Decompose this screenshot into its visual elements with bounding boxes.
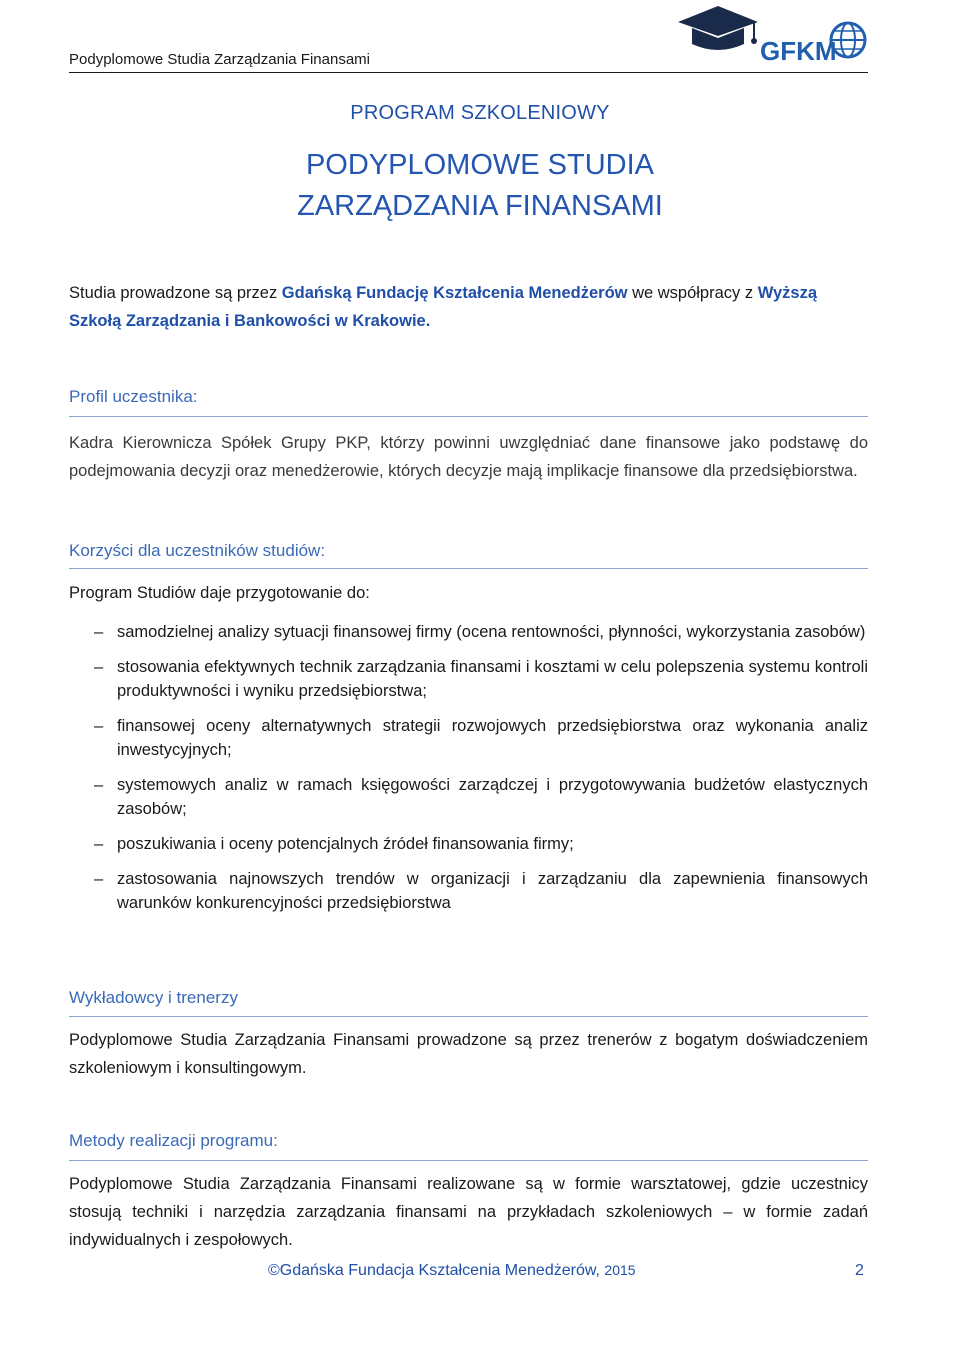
dash-bullet: – bbox=[94, 835, 104, 853]
list-item: – samodzielnej analizy sytuacji finansowej firmy (ocena rentowności, płynności, wykorzystania zasobów) bbox=[69, 620, 868, 644]
lecturers-text: Podyplomowe Studia Zarządzania Finansami prowadzone są przez trenerów z bogatym doświadczeniem szkoleniowym i konsultingowym. bbox=[69, 1031, 868, 1077]
header-divider bbox=[69, 72, 868, 73]
title-line-2: ZARZĄDZANIA FINANSAMI bbox=[297, 190, 663, 222]
lecturers-rule bbox=[69, 1016, 868, 1017]
list-item: – finansowej oceny alternatywnych strategii rozwojowych przedsiębiorstwa oraz wykonania analiz inwestycyjnych; bbox=[69, 714, 868, 762]
program-label: PROGRAM SZKOLENIOWY bbox=[350, 102, 610, 124]
methods-heading: Metody realizacji programu: bbox=[69, 1131, 278, 1150]
title-line-1: PODYPLOMOWE STUDIA bbox=[305, 149, 655, 181]
profile-heading: Profil uczestnika: bbox=[69, 387, 198, 406]
intro-paragraph bbox=[69, 279, 868, 335]
benefits-heading: Korzyści dla uczestników studiów: bbox=[69, 541, 326, 560]
list-item: – systemowych analiz w ramach księgowości zarządczej i przygotowywania budżetów elastycznych zasobów; bbox=[69, 773, 868, 821]
benefits-intro: Program Studiów daje przygotowanie do: bbox=[69, 584, 370, 602]
logo-wordmark: GFKM bbox=[760, 36, 837, 66]
partner-name: Wyższą Szkołą Zarządzania i Bankowości w Krakowie. bbox=[69, 284, 818, 330]
profile-rule bbox=[69, 416, 868, 417]
intro-text: Studia prowadzone są przez bbox=[69, 284, 282, 302]
methods-rule bbox=[69, 1160, 868, 1161]
lecturers-heading: Wykładowcy i trenerzy bbox=[69, 988, 238, 1007]
list-item: – stosowania efektywnych technik zarządzania finansami i kosztami w celu polepszenia systemu kontroli produktywności i wyniku przedsiębiorstwa; bbox=[69, 655, 868, 703]
footer-copyright: ©Gdańska Fundacja Kształcenia Menedżerów, 2015 bbox=[268, 1262, 636, 1279]
page-number: 2 bbox=[855, 1262, 864, 1279]
list-item: – zastosowania najnowszych trendów w organizacji i zarządzaniu dla zapewnienia finansowych warunków konkurencyjności przedsiębiorstwa bbox=[69, 867, 868, 915]
dash-bullet: – bbox=[94, 717, 104, 735]
dash-bullet: – bbox=[94, 870, 104, 888]
cap-top bbox=[678, 6, 758, 36]
benefits-list bbox=[69, 620, 868, 926]
methods-text: Podyplomowe Studia Zarządzania Finansami realizowane są w formie warsztatowej, gdzie uczestnicy stosują techniki i narzędzia zarządzania finansami na przykładach szkoleniowych – w formie zadań indywidualnych i zespołowych. bbox=[69, 1175, 868, 1249]
dash-bullet: – bbox=[94, 623, 104, 641]
list-item: – poszukiwania i oceny potencjalnych źródeł finansowania firmy; bbox=[69, 832, 868, 856]
organizer-name: Gdańską Fundację Kształcenia Menedżerów bbox=[281, 284, 628, 302]
dash-bullet: – bbox=[94, 658, 104, 676]
intro-text-middle: we współpracy z bbox=[627, 284, 758, 302]
profile-text: Kadra Kierownicza Spółek Grupy PKP, którzy powinni uwzględniać dane finansowe jako podstawę do podejmowania decyzji oraz menedżerowie, których decyzje mają implikacje finansowe dla przedsiębiorstwa. bbox=[69, 434, 868, 480]
dash-bullet: – bbox=[94, 776, 104, 794]
footer-year: 2015 bbox=[604, 1262, 636, 1278]
running-header: Podyplomowe Studia Zarządzania Finansami bbox=[69, 51, 370, 68]
benefits-rule bbox=[69, 568, 868, 569]
gfkm-logo bbox=[674, 0, 870, 70]
document-title bbox=[0, 145, 960, 227]
